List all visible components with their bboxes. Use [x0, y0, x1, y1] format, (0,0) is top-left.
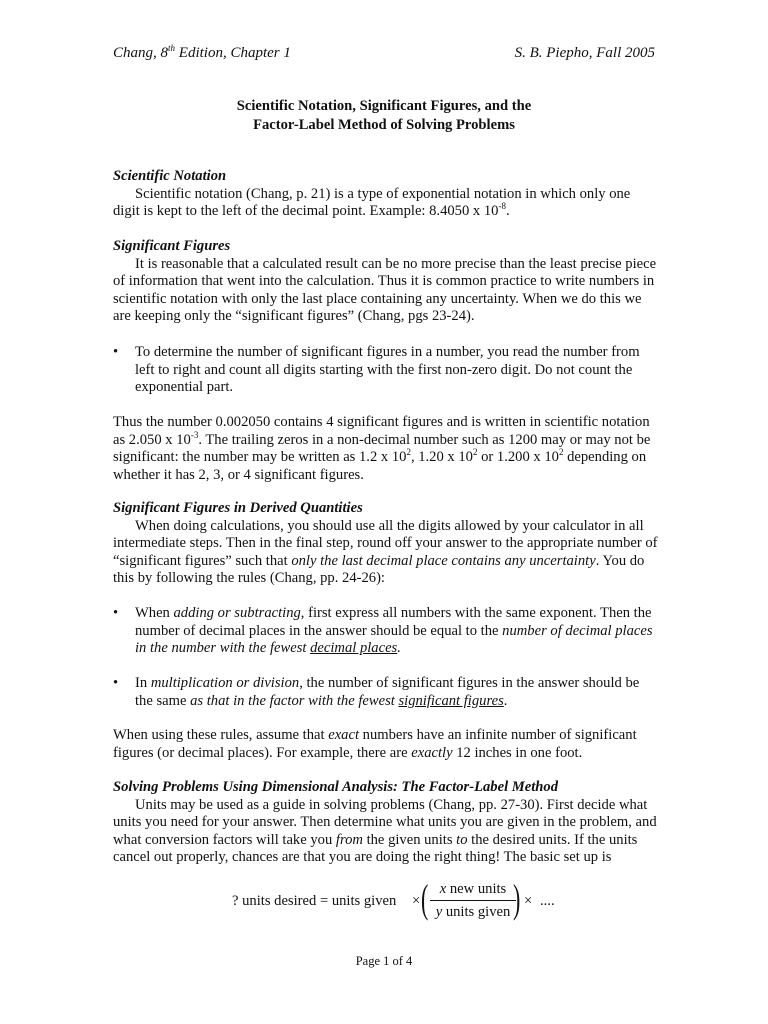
right-paren-icon: ): [512, 876, 521, 921]
header-left: Chang, 8th Edition, Chapter 1: [113, 43, 291, 61]
bullet-list: [113, 344, 658, 397]
title-line-2: Factor-Label Method of Solving Problems: [253, 117, 515, 133]
bullet-icon: •: [113, 344, 119, 360]
bullet-icon: •: [113, 605, 119, 621]
conversion-fraction: [428, 880, 518, 921]
page-number: Page 1 of 4: [355, 954, 413, 968]
factor-label-equation: [0, 878, 768, 922]
fraction-denominator: y units given: [435, 904, 511, 920]
bullet-list: [113, 605, 658, 658]
list-item: • When adding or subtracting, first express all numbers with the same exponent. Then the number of decimal places in the answer should be equal to the number of decimal places in the number with the fewest decimal places.: [113, 605, 653, 657]
bullet-list: [113, 675, 658, 710]
section-significant-figures: [113, 238, 658, 326]
fraction-bar: [430, 900, 516, 901]
equation-lhs: ? units desired = units given: [232, 893, 397, 909]
section-heading: Scientific Notation: [113, 168, 227, 184]
section-scientific-notation: [113, 168, 658, 221]
paragraph: Units may be used as a guide in solving problems (Chang, pp. 27-30). First decide what units you need for your answer. Then determine what units you are given in the problem, and what conversion factors will take you from the given units to the desired units. If the units cancel out properly, chances are that you are doing the right thing! The basic set up is: [113, 796, 657, 866]
list-item: • To determine the number of significant figures in a number, you read the number from left to right and count all digits starting with the first non-zero digit. Do not count the exponential part.: [113, 344, 640, 396]
paragraph: It is reasonable that a calculated result can be no more precise than the least precise piece of information that went into the calculation. Thus it is common practice to write numbers in scientific notation with only the last place containing any uncertainty. When we do this we are keeping only the “significant figures” (Chang, pgs 23-24).: [113, 255, 657, 325]
times-symbol: ×: [524, 893, 533, 909]
paragraph: When using these rules, assume that exact numbers have an infinite number of significant figures (or decimal places). For example, there are exactly 12 inches in one foot.: [113, 727, 637, 761]
section-derived-quantities: [113, 500, 658, 588]
paragraph: Scientific notation (Chang, p. 21) is a type of exponential notation in which only one digit is kept to the left of the decimal point. Example: 8.4050 x $10^{-8}$.: [113, 185, 631, 220]
section-heading: Significant Figures: [113, 238, 231, 254]
paragraph: Thus the number 0.002050 contains 4 significant figures and is written in scientific notation as 2.050 x $10^{-3}$. The trailing zeros in a non-decimal number such as 1200 may or may not be significant: the number may be written as 1.2 x $10^2$, 1.20 x $10^2$ or 1.200 x $10^2$ depending on whether it has 2, 3, or 4 significant figures.: [113, 414, 651, 483]
document-title: [0, 97, 768, 135]
left-paren-icon: (: [420, 876, 429, 921]
paragraph: When doing calculations, you should use all the digits allowed by your calculator in all intermediate steps. Then in the final step, round off your answer to the appropriate number of “significant figures” such that only the last decimal place contains any uncertainty. You do this by following the rules (Chang, pp. 24-26):: [113, 517, 658, 587]
header-right: S. B. Piepho, Fall 2005: [514, 45, 655, 61]
list-item: • In multiplication or division, the number of significant figures in the answer should be the same as that in the factor with the fewest significant figures.: [113, 675, 640, 709]
section-dimensional-analysis: [113, 779, 658, 867]
ellipsis: ....: [540, 893, 555, 909]
bullet-icon: •: [113, 675, 119, 691]
fraction-numerator: x new units: [439, 881, 507, 897]
section-heading: Significant Figures in Derived Quantities: [113, 500, 363, 516]
title-line-1: Scientific Notation, Significant Figures, and the: [236, 98, 532, 114]
times-symbol: ×: [412, 893, 421, 909]
section-heading: Solving Problems Using Dimensional Analysis: The Factor-Label Method: [113, 779, 559, 795]
